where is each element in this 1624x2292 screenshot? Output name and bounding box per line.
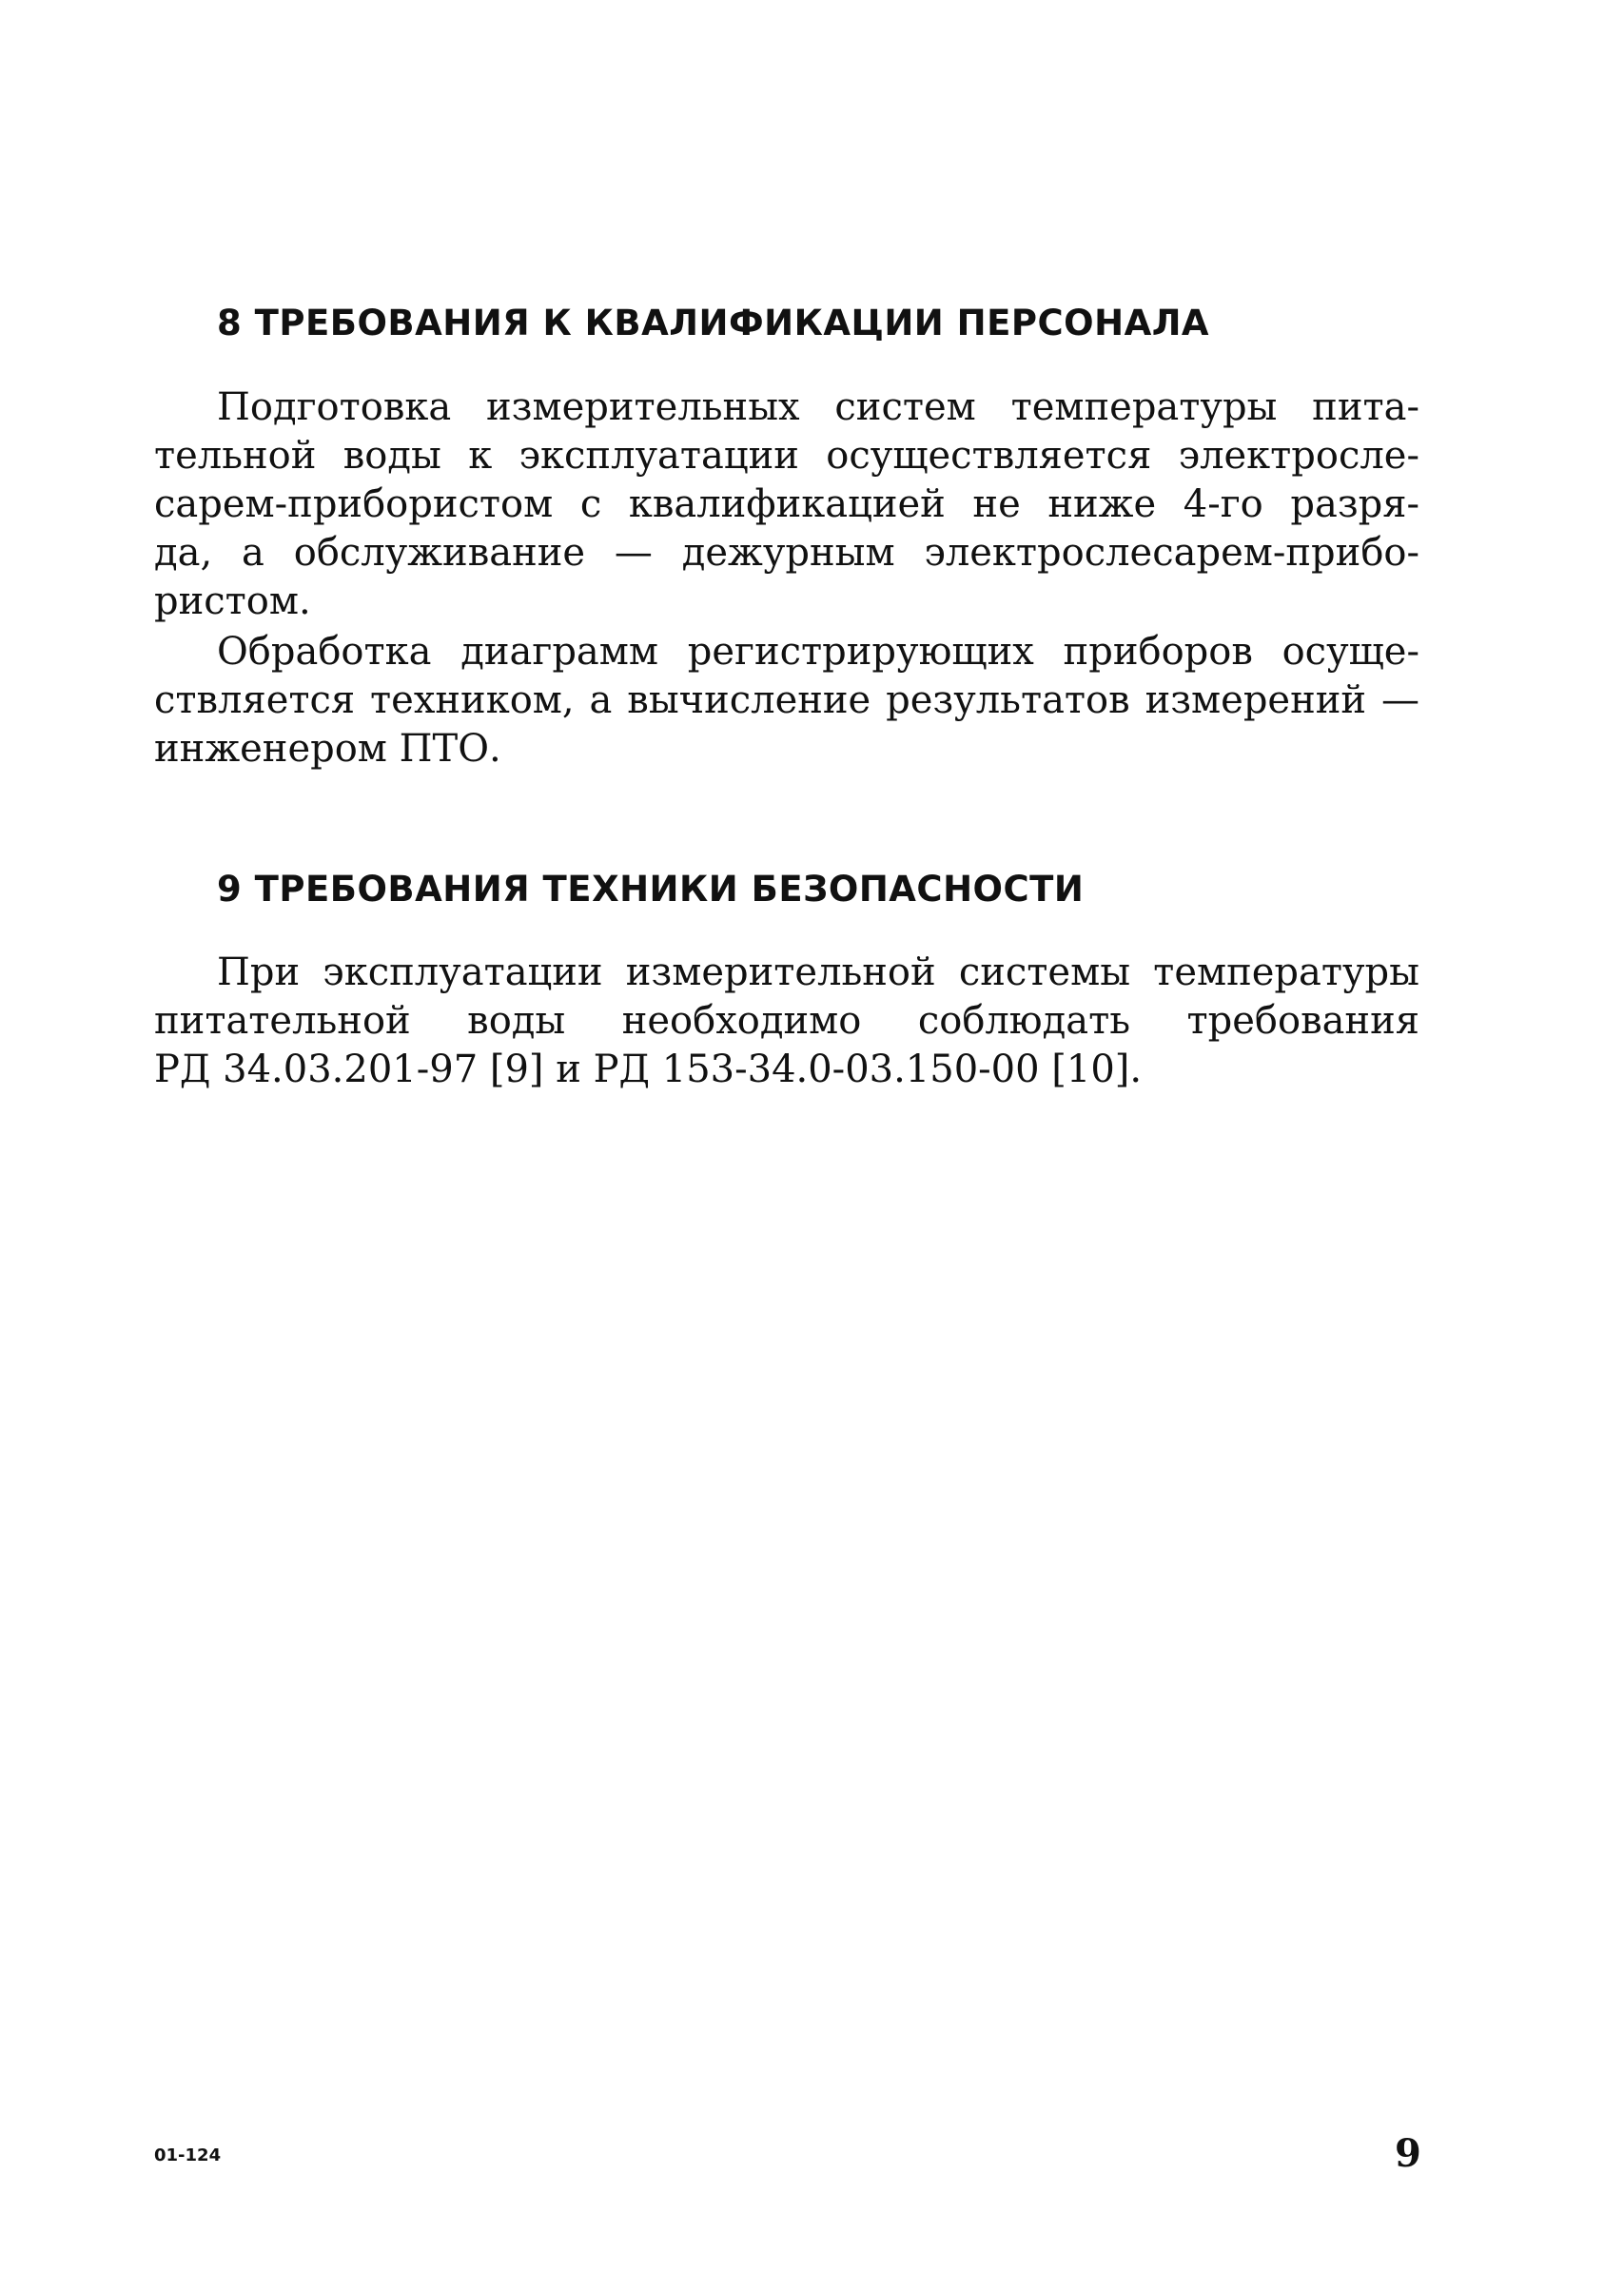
paragraph-line: сарем-прибористом с квалификацией не ниже 4-го разря- <box>154 482 1419 526</box>
paragraph-line: инженером ПТО. <box>154 727 501 771</box>
section-8-paragraph-1 <box>154 383 1419 626</box>
document-code: 01-124 <box>154 2145 222 2165</box>
page-number: 9 <box>1395 2131 1421 2176</box>
paragraph-line: тельной воды к эксплуатации осуществляется электросле- <box>154 434 1419 478</box>
section-9-paragraph-1 <box>154 949 1419 1094</box>
paragraph-line: питательной воды необходимо соблюдать требования <box>154 999 1419 1043</box>
paragraph-line: При эксплуатации измерительной системы температуры <box>217 950 1419 994</box>
paragraph-line: РД 34.03.201-97 [9] и РД 153-34.0-03.150-00 [10]. <box>154 1048 1143 1091</box>
paragraph-line: Подготовка измерительных систем температуры пита- <box>217 385 1419 429</box>
paragraph-line: Обработка диаграмм регистрирующих приборов осуще- <box>217 630 1419 674</box>
paragraph-line: ствляется техником, а вычисление результатов измерений — <box>154 678 1419 722</box>
paragraph-line: да, а обслуживание — дежурным электрослесарем-прибо- <box>154 531 1419 575</box>
section-8-title: 8 ТРЕБОВАНИЯ К КВАЛИФИКАЦИИ ПЕРСОНАЛА <box>217 303 1210 343</box>
section-8-paragraph-2 <box>154 628 1419 774</box>
section-9-title: 9 ТРЕБОВАНИЯ ТЕХНИКИ БЕЗОПАСНОСТИ <box>217 869 1085 910</box>
paragraph-line: ристом. <box>154 579 311 623</box>
